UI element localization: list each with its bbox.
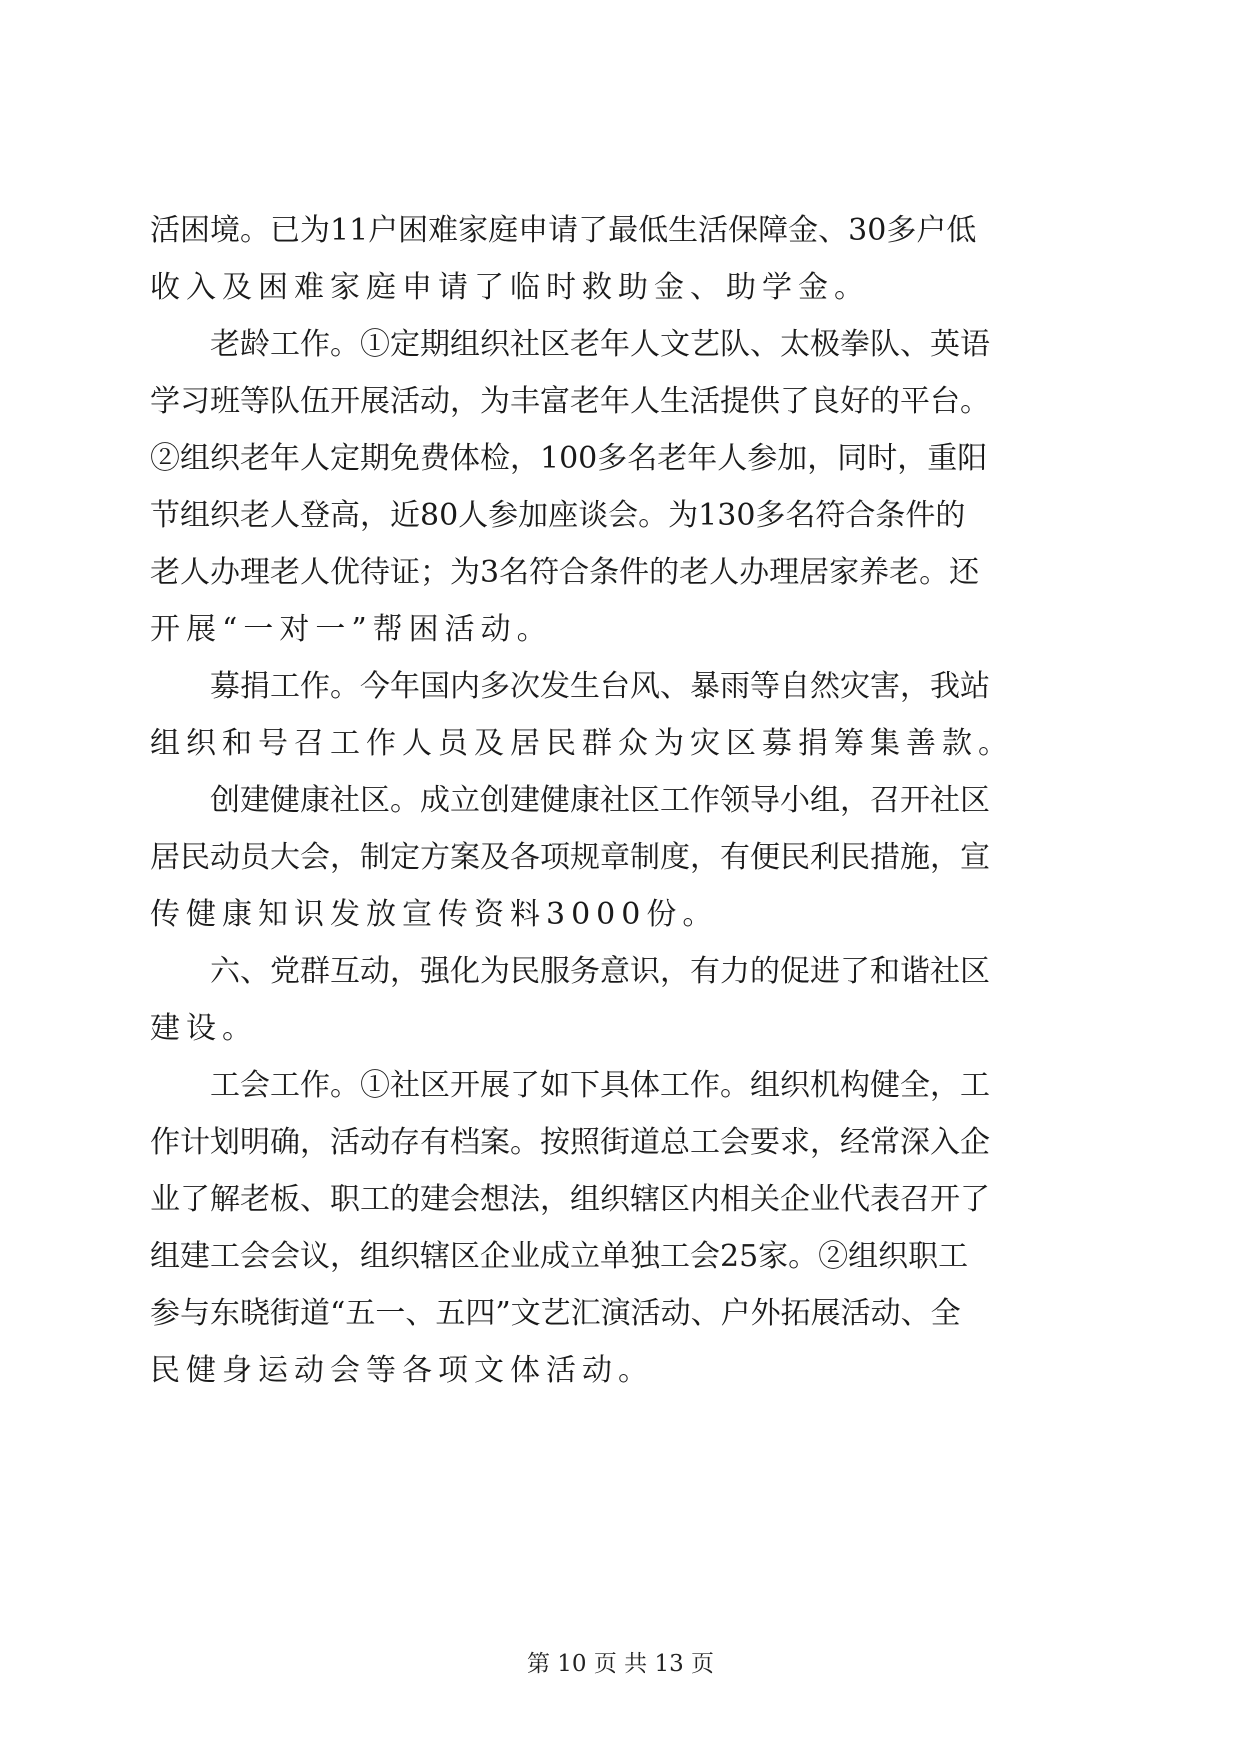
text-line-9: 募捐工作。今年国内多次发生台风、暴雨等自然灾害，我站 (210, 669, 990, 704)
text-line-1: 活困境。已为11户困难家庭申请了最低生活保障金、30多户低 (150, 213, 977, 248)
text-line-4: 学习班等队伍开展活动，为丰富老年人生活提供了良好的平台。 (150, 384, 990, 419)
text-line-5: ②组织老年人定期免费体检，100多名老年人参加，同时，重阳 (150, 441, 988, 476)
text-line-16: 工会工作。①社区开展了如下具体工作。组织机构健全，工 (210, 1068, 990, 1103)
text-line-10: 组织和号召工作人员及居民群众为灾区募捐筹集善款。 (150, 726, 1014, 761)
text-line-21: 民健身运动会等各项文体活动。 (150, 1353, 654, 1388)
text-line-7: 老人办理老人优待证；为3名符合条件的老人办理居家养老。还 (150, 555, 980, 590)
text-line-15: 建设。 (150, 1011, 258, 1046)
text-line-12: 居民动员大会，制定方案及各项规章制度，有便民利民措施，宣 (150, 840, 990, 875)
text-line-3: 老龄工作。①定期组织社区老年人文艺队、太极拳队、英语 (210, 327, 990, 362)
page-number-footer: 第 10 页 共 13 页 (526, 1651, 715, 1677)
text-line-8: 开展“一对一”帮困活动。 (150, 612, 553, 647)
text-line-11: 创建健康社区。成立创建健康社区工作领导小组，召开社区 (210, 783, 990, 818)
text-line-13: 传健康知识发放宣传资料3000份。 (150, 897, 719, 932)
text-line-18: 业了解老板、职工的建会想法，组织辖区内相关企业代表召开了 (150, 1182, 990, 1217)
text-line-17: 作计划明确，活动存有档案。按照街道总工会要求，经常深入企 (150, 1125, 990, 1160)
text-line-14: 六、党群互动，强化为民服务意识，有力的促进了和谐社区 (210, 954, 990, 989)
text-line-19: 组建工会会议，组织辖区企业成立单独工会25家。②组织职工 (150, 1239, 969, 1274)
text-line-20: 参与东晓街道“五一、五四”文艺汇演活动、户外拓展活动、全 (150, 1296, 961, 1331)
text-line-6: 节组织老人登高，近80人参加座谈会。为130多名符合条件的 (150, 498, 966, 533)
text-line-2: 收入及困难家庭申请了临时救助金、助学金。 (150, 270, 870, 305)
